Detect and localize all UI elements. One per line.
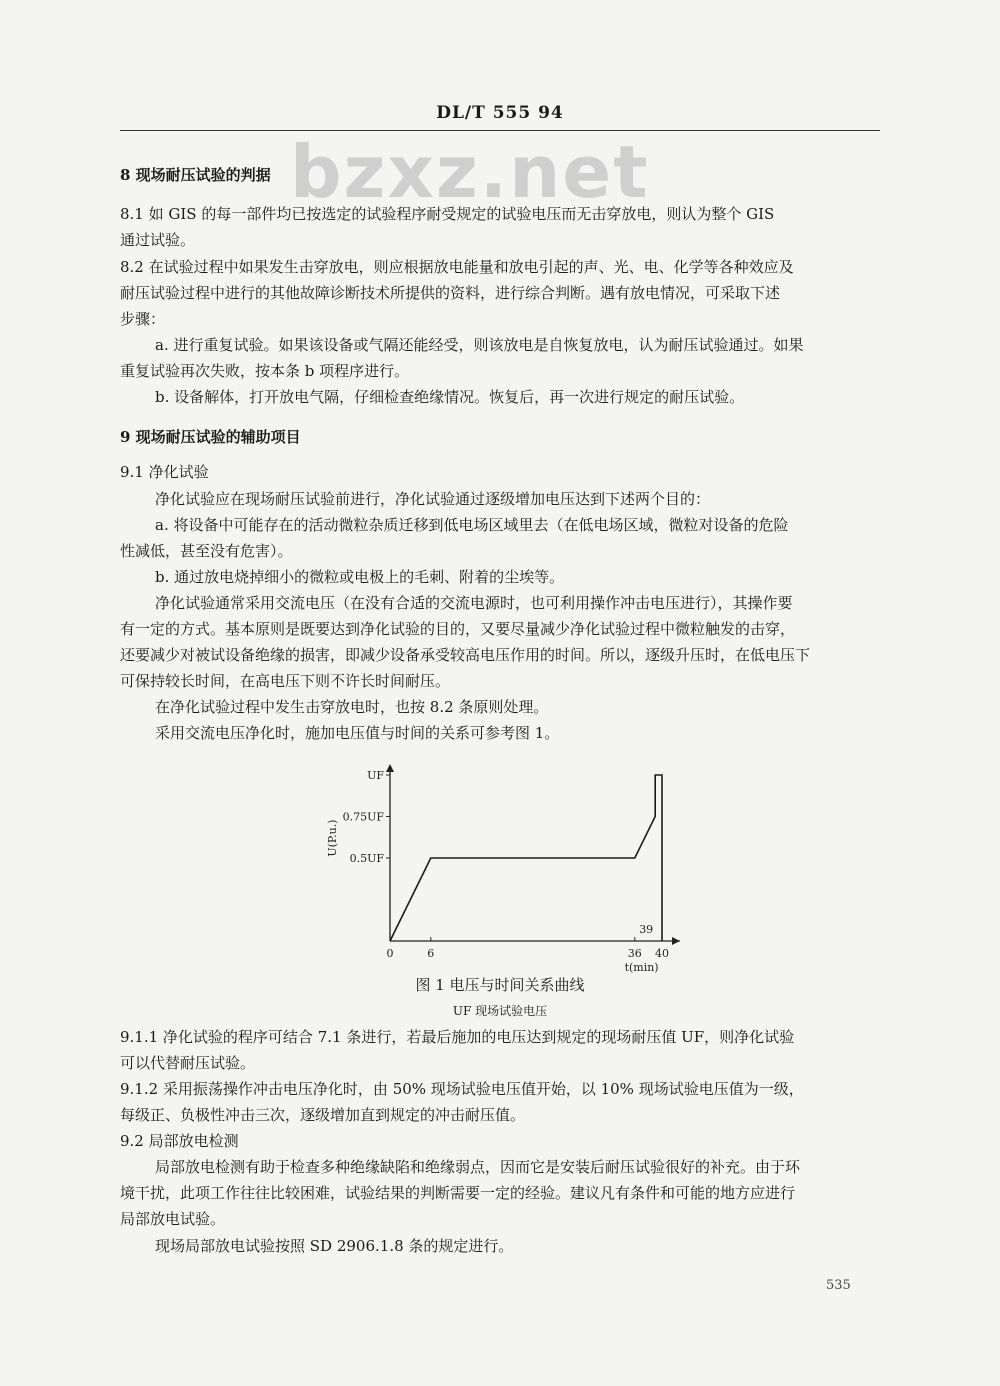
para-9-2-line1: 局部放电检测有助于检查多种绝缘缺陷和绝缘弱点，因而它是安装后耐压试验很好的补充。由于环 bbox=[155, 1158, 801, 1176]
para-8-2-line1: 8.2 在试验过程中如果发生击穿放电，则应根据放电能量和放电引起的声、光、电、化学等各种效应及 bbox=[120, 258, 794, 276]
subsection-9-1-heading: 9.1 净化试验 bbox=[120, 463, 209, 481]
para-9-1-1-line1: 9.1.1 净化试验的程序可结合 7.1 条进行，若最后施加的电压达到规定的现场耐压值 UF，则净化试验 bbox=[120, 1028, 795, 1046]
x-axis-label: t(min) bbox=[624, 961, 659, 974]
para-9-1-2b-line2: 每级正、负极性冲击三次，逐级增加直到规定的冲击耐压值。 bbox=[120, 1106, 526, 1124]
subsection-9-2-heading: 9.2 局部放电检测 bbox=[120, 1132, 239, 1150]
para-9-1-2-line3: 还要减少对被试设备绝缘的损害，即减少设备承受较高电压作用的时间。所以，逐级升压时，在低电压下 bbox=[120, 646, 811, 664]
para-9-1-3: 在净化试验过程中发生击穿放电时，也按 8.2 条原则处理。 bbox=[155, 698, 549, 716]
item-a-line1: a. 进行重复试验。如果该设备或气隔还能经受，则该放电是自恢复放电，认为耐压试验通过。如果 bbox=[155, 336, 804, 354]
y-axis-arrow bbox=[386, 764, 394, 772]
para-9-2-line3: 局部放电试验。 bbox=[120, 1210, 226, 1228]
item-9b-line1: b. 通过放电烧掉细小的微粒或电极上的毛刺、附着的尘埃等。 bbox=[155, 568, 565, 586]
voltage-curve bbox=[390, 775, 662, 941]
y-tick-label: UF bbox=[367, 769, 384, 782]
para-9-1-2-line2: 有一定的方式。基本原则是既要达到净化试验的目的，又要尽量减少净化试验过程中微粒触发的击穿， bbox=[120, 620, 796, 638]
page-header: DL/T 555 94 bbox=[436, 103, 564, 123]
x-tick-label: 6 bbox=[427, 947, 435, 960]
section-9-heading: 9 现场耐压试验的辅助项目 bbox=[120, 428, 301, 446]
para-8-1-line1: 8.1 如 GIS 的每一部件均已按选定的试验程序耐受规定的试验电压而无击穿放电，则认为整个 GIS bbox=[120, 205, 775, 223]
figure-note: UF 现场试验电压 bbox=[452, 1004, 548, 1018]
para-9-1-1-line2: 可以代替耐压试验。 bbox=[120, 1054, 256, 1072]
x-axis-arrow bbox=[672, 937, 680, 945]
y-tick-label: 0.5UF bbox=[349, 852, 384, 865]
header-rule bbox=[120, 130, 880, 131]
para-8-2-line2: 耐压试验过程中进行的其他故障诊断技术所提供的资料，进行综合判断。遇有放电情况，可采取下述 bbox=[120, 284, 781, 302]
voltage-time-chart bbox=[320, 758, 700, 978]
section-8-heading: 8 现场耐压试验的判据 bbox=[120, 166, 271, 184]
x-tick-label: 0 bbox=[386, 947, 394, 960]
x-tick-label: 40 bbox=[655, 947, 669, 960]
item-a-line2: 重复试验再次失败，按本条 b 项程序进行。 bbox=[120, 362, 410, 380]
para-8-1-line2: 通过试验。 bbox=[120, 231, 196, 249]
para-9-1-2-line1: 净化试验通常采用交流电压（在没有合适的交流电源时，也可利用操作冲击电压进行），其操作要 bbox=[155, 594, 793, 612]
y-axis-label: U(P.u.) bbox=[326, 819, 339, 857]
para-9-1-intro: 净化试验应在现场耐压试验前进行，净化试验通过逐级增加电压达到下述两个目的： bbox=[155, 490, 711, 508]
para-9-1-2b-line1: 9.1.2 采用振荡操作冲击电压净化时，由 50% 现场试验电压值开始，以 10% 现场试验电压值为一级， bbox=[120, 1080, 804, 1098]
para-9-2-line2: 境干扰，此项工作往往比较困难，试验结果的判断需要一定的经验。建议凡有条件和可能的地方应进行 bbox=[120, 1184, 796, 1202]
watermark: bzxz.net bbox=[290, 130, 650, 214]
para-8-2-line3: 步骤： bbox=[120, 310, 166, 328]
item-b-line1: b. 设备解体，打开放电气隔，仔细检查绝缘情况。恢复后，再一次进行规定的耐压试验。 bbox=[155, 388, 745, 406]
para-9-2-line4: 现场局部放电试验按照 SD 2906.1.8 条的规定进行。 bbox=[155, 1237, 514, 1255]
item-9a-line2: 性减低，甚至没有危害）。 bbox=[120, 542, 293, 560]
y-tick-label: 0.75UF bbox=[342, 810, 384, 824]
para-9-1-4: 采用交流电压净化时，施加电压值与时间的关系可参考图 1。 bbox=[155, 724, 560, 742]
x-tick-label: 36 bbox=[627, 947, 642, 960]
page-number: 535 bbox=[826, 1278, 851, 1293]
para-9-1-2-line4: 可保持较长时间，在高电压下则不许长时间耐压。 bbox=[120, 672, 451, 690]
figure-caption: 图 1 电压与时间关系曲线 bbox=[415, 976, 585, 994]
annotation-39: 39 bbox=[639, 923, 654, 936]
item-9a-line1: a. 将设备中可能存在的活动微粒杂质迁移到低电场区域里去（在低电场区域，微粒对设备的危险 bbox=[155, 516, 789, 534]
